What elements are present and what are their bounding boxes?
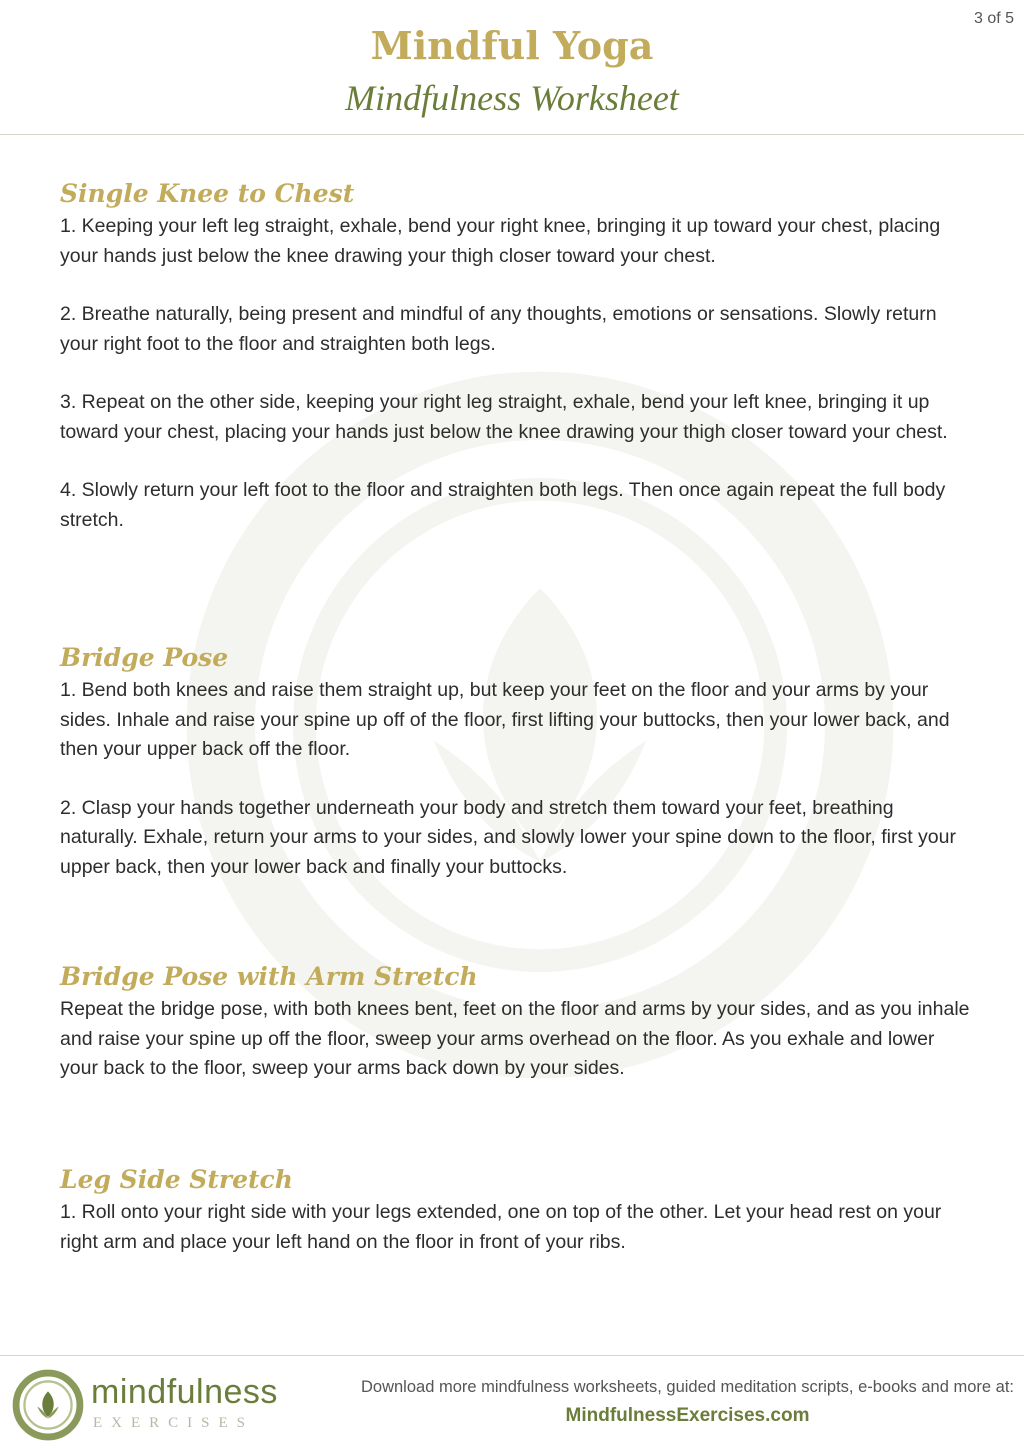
section-paragraph: 4. Slowly return your left foot to the floor and straighten both legs. Then once again repeat the full body stretch. [60,479,946,531]
section-leg-side-stretch [60,1162,970,1257]
section-single-knee-to-chest [60,176,970,535]
header-divider [0,134,1024,135]
page-title: Mindful Yoga [370,23,654,68]
section-bridge-pose [60,640,970,882]
section-bridge-pose-arm-stretch [60,959,970,1084]
footer-promo [361,1378,1014,1427]
logo-subtext: EXERCISES [93,1415,255,1431]
section-paragraph: 2. Breathe naturally, being present and mindful of any thoughts, emotions or sensations. Slowly return your right foot to the floor and straighten both legs. [60,303,937,355]
website-link[interactable]: MindfulnessExercises.com [565,1405,810,1426]
brand-logo[interactable] [10,1365,280,1445]
section-heading: Leg Side Stretch [60,1165,293,1194]
page-subtitle: Mindfulness Worksheet [345,78,679,118]
page-header [0,20,1024,124]
section-paragraph: 1. Roll onto your right side with your legs extended, one on top of the other. Let your head rest on your right arm and place your left hand on the floor in front of your ribs. [60,1201,942,1253]
section-paragraph: 1. Keeping your left leg straight, exhale, bend your right knee, bringing it up toward your chest, placing your hands just below the knee drawing your thigh closer toward your chest. [60,215,941,267]
section-heading: Bridge Pose with Arm Stretch [60,962,478,991]
section-paragraph: Repeat the bridge pose, with both knees bent, feet on the floor and arms by your sides, and as you inhale and raise your spine up off the floor, sweep your arms overhead on the floor. As you exhale and lower your back to the floor, sweep your arms back down by your sides. [60,998,970,1079]
page-counter: 3 of 5 [973,10,1014,27]
leaf-circle-icon [10,1367,86,1443]
section-heading: Bridge Pose [60,643,229,672]
section-paragraph: 3. Repeat on the other side, keeping your right leg straight, exhale, bend your left knee, bringing it up toward your chest, placing your hands just below the knee drawing your thigh closer toward your chest. [60,391,948,443]
section-paragraph: 1. Bend both knees and raise them straight up, but keep your feet on the floor and your arms by your sides. Inhale and raise your spine up off of the floor, first lifting your buttocks, then your lower back, and then your upper back off the floor. [60,679,950,760]
section-paragraph: 2. Clasp your hands together underneath your body and stretch them toward your feet, breathing naturally. Exhale, return your arms to your sides, and slowly lower your spine down to the floor, first your upper back, then your lower back and finally your buttocks. [60,796,956,878]
footer-download-text: Download more mindfulness worksheets, guided meditation scripts, e-books and more at: [361,1378,1014,1396]
logo-wordmark: mindfulness [91,1373,278,1411]
footer-divider [0,1355,1024,1356]
section-heading: Single Knee to Chest [60,179,355,208]
